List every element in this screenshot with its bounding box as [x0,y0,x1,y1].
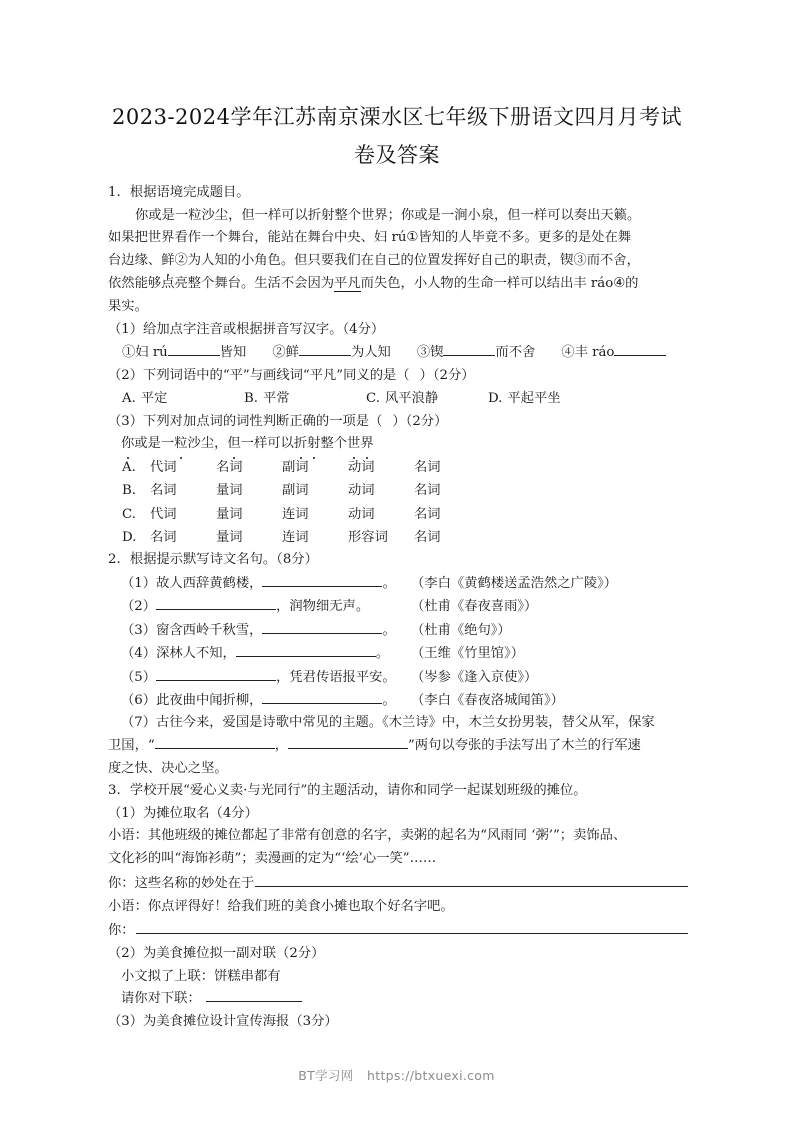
word-class-C-1: 代词 [150,506,177,522]
poem-row-6-after: 。 [382,693,396,709]
option-C[interactable] [366,387,488,410]
poem-row-7-line-1: （7）古往今来，爱国是诗歌中常见的主题。《木兰诗》中，木兰女扮男装，替父从军，保家 [121,715,655,731]
poem-row-7-line-2-b: ”两句以夸张的手法写出了木兰的行军速 [408,738,641,754]
word-class-A-4: 动词 [348,459,375,475]
pinyin-item-2-pre: ②鲜 [272,345,299,361]
word-class-row-C[interactable] [108,503,688,526]
poem-row-6-stem [121,689,411,712]
question-1-stem: 根据语境完成题目。 [129,185,250,200]
question-1-sub-2-options [108,387,688,410]
pinyin-item-3-post: 而不舍 [495,345,536,361]
poem-row-2-source: （杜甫《春夜喜雨》） [411,599,538,615]
page-title-line2: 卷及答案 [354,143,440,167]
poem-row-5-blank[interactable] [156,667,276,681]
option-A[interactable] [122,387,244,410]
poem-row-7-blank-1[interactable] [155,735,275,749]
question-3-number: 3. [108,783,121,799]
passage-line-2-a: 如果把世界看作一个舞台，能站在舞台中央、妇 rú [108,230,407,246]
option-B[interactable] [244,387,366,410]
poem-row-1-label: （1） [121,575,157,591]
page-title-line1: 2023-2024学年江苏南京溧水区七年级下册语文四月月考试 [112,105,682,129]
question-2-stem-line [108,549,688,572]
poem-row [108,666,688,689]
word-class-row-D[interactable] [108,526,688,549]
option-D-key: D. [488,391,503,407]
dotted-char-xian: 鲜 [161,250,174,273]
question-3 [108,780,688,1033]
question-1-sub-2-label-tail: ）（2分） [419,367,475,383]
poem-row-5-stem [121,666,411,689]
footer-watermark [0,1066,793,1084]
question-1-sub-3-label-text: （3）下列对加点词的词性判断正确的一项是（ [108,413,383,429]
word-class-row-B-key: B. [122,483,136,499]
word-class-C-3: 连词 [282,506,309,522]
word-class-D-1: 名词 [150,529,177,545]
word-class-A-1: 代词 [150,459,177,475]
pinyin-item-4 [561,341,666,364]
poem-row-5-after: ，凭君传语报平安。 [276,669,396,685]
poem-row-3-after: 。 [382,622,396,638]
poem-row [108,572,688,595]
couplet-lower-prompt-text: 请你对下联： [121,991,201,1007]
word-class-C-4: 动词 [348,506,375,522]
question-2-number: 2. [108,552,121,568]
question-1-stem-line [108,182,688,205]
poem-row-4-after: 。 [375,646,390,662]
passage-mark-3: ③ [573,253,587,269]
pinyin-item-2 [272,341,390,364]
poem-row-3-stem [121,619,411,642]
word-class-D-3: 连词 [282,529,309,545]
word-class-A-2: 名词 [216,459,243,475]
poem-row-7-comma: ， [274,738,288,754]
question-3-sub-1-label: （1）为摊位取名（4分） [108,805,258,821]
pinyin-item-3 [417,341,535,364]
question-1 [108,182,688,549]
word-class-C-5: 名词 [414,506,441,522]
poem-row-6-label: （6） [121,693,157,709]
poem-row-1-blank[interactable] [262,573,382,587]
word-class-B-2: 量词 [216,483,243,499]
poem-row-1-source: （李白《黄鹤楼送孟浩然之广陵》） [411,575,618,591]
dialogue-you-answer-blank-1[interactable] [255,873,688,887]
question-2 [108,549,688,780]
option-C-text: 风平浪静 [384,391,439,407]
question-3-stem-line [108,780,688,803]
passage-mark-1: ① [406,230,419,246]
poem-row-3-label: （3） [121,622,157,638]
word-class-row-B[interactable] [108,479,688,502]
poem-row [108,642,688,665]
poem-row-7-line-2 [108,735,688,758]
poem-row-2-label: （2） [121,599,157,615]
passage-line-3 [108,250,688,273]
poem-row-2-blank[interactable] [156,596,276,610]
dialogue-xiaoyu-line-3: 小语：你点评得好！给我们班的美食小摊也取个好名字吧。 [108,898,454,914]
passage-line-2-b: 皆知的人毕竟不多。更多的是处在舞 [418,230,632,246]
question-1-sub-2-label [108,365,688,388]
poem-row-1-after: 。 [382,575,396,591]
passage-line-4-c: 的 [625,275,639,291]
poem-row-4-before: 深林人不知， [156,646,236,662]
option-A-text: 平定 [140,391,168,407]
couplet-lower-prompt [108,988,688,1011]
word-class-B-3: 副词 [282,483,309,499]
poem-row-3-blank[interactable] [262,620,382,634]
passage-line-5: 果实。 [108,298,148,314]
passage-mark-2: ② [174,253,188,269]
poem-row-5-source: （岑参《逢入京使》） [411,669,538,685]
option-B-key: B. [244,391,258,407]
passage-line-3-a: 台边缘、 [108,253,162,269]
poem-row-5-label: （5） [121,669,157,685]
word-class-row-A-key: A. [122,459,136,475]
poem-row-1-stem [121,572,411,595]
pinyin-item-1-blank[interactable] [168,342,220,356]
poem-row-4-blank[interactable] [236,643,376,657]
poem-row-7-blank-2[interactable] [288,735,408,749]
dialogue-you-answer-blank-2[interactable] [136,920,688,934]
passage-line-2 [108,227,688,250]
passage-line-4-a: 依然能够点亮整个舞台。生活不会因为 [108,275,335,291]
poem-row-1-before: 故人西辞黄鹤楼， [156,575,263,591]
poem-row-3-before: 窗含西岭千秋雪， [156,622,263,638]
poem-row-2-after: ，润物细无声。 [276,599,370,615]
underlined-word-pingfan: 平凡 [334,275,361,291]
word-class-A-3: 副词 [282,459,309,475]
word-class-B-4: 动词 [348,483,375,499]
pinyin-item-1 [122,341,246,364]
poem-row-4-label: （4） [121,646,157,662]
option-D-text: 平起平坐 [507,391,561,407]
option-D[interactable] [488,387,610,410]
pinyin-item-3-pre: ③锲 [416,345,444,361]
poem-row [108,689,688,712]
pinyin-item-2-post: 为人知 [350,345,391,361]
dialogue-you-answer-1 [108,871,688,896]
passage-mark-4: ④ [613,275,626,291]
option-A-key: A. [122,391,136,407]
pinyin-item-1-pre: ①妇 rú [122,345,168,361]
poem-row-7-line-3: 度之快、决心之坚。 [108,760,228,776]
question-3-sub-2-label: （2）为美食摊位拟一副对联（2分） [108,946,325,962]
dialogue-xiaoyu-line-1: 小语：其他班级的摊位都起了非常有创意的名字，卖粥的起名为“风雨同 ‘粥’”；卖饰品、 [108,828,627,844]
word-class-B-5: 名词 [414,483,441,499]
word-class-B-1: 名词 [150,483,177,499]
pinyin-item-4-blank[interactable] [614,342,666,356]
question-1-sub-1-label: （1）给加点字注音或根据拼音写汉字。（4分） [108,321,385,337]
page-title [108,98,686,174]
dialogue-you-answer-2 [108,918,688,943]
dialogue-you-label-2: 你： [108,923,135,939]
question-3-stem: 学校开展“爱心义卖·与光同行”的主题活动，请你和同学一起谋划班级的摊位。 [129,783,587,799]
poem-row-4-source: （王维《竹里馆》） [411,646,525,662]
question-1-sub-3-label [108,411,688,434]
passage-line-1: 你或是一粒沙尘，但一样可以折射整个世界；你或是一涧小泉，但一样可以奏出天籁。 [135,207,641,223]
word-class-D-5: 名词 [414,529,441,545]
poem-row-2-stem [121,595,411,618]
question-1-number: 1. [108,185,121,200]
couplet-upper-line: 小文拟了上联：饼糕串都有 [121,968,281,984]
poem-row-4-stem [121,642,411,665]
pinyin-item-4-pre: ④丰 ráo [561,345,615,361]
dialogue-you-label-1: 你：这些名称的妙处在于 [108,875,255,891]
exam-content [108,182,688,1034]
couplet-lower-blank[interactable] [206,988,302,1002]
word-class-D-2: 量词 [216,529,243,545]
question-1-passage [108,205,688,319]
poem-row-6-source: （李白《春夜洛城闻笛》） [411,693,564,709]
question-3-sub-3-label: （3）为美食摊位设计宣传海报（3分） [108,1013,338,1029]
option-C-key: C. [366,391,380,407]
word-class-C-2: 量词 [216,506,243,522]
poem-row-6-before: 此夜曲中闻折柳， [156,693,263,709]
passage-line-4 [108,273,688,296]
question-1-sub-3-label-tail: ）（2分） [392,413,448,429]
passage-line-3-b: 为人知的小角色。但只要我们在自己的位置发挥好自己的职责，锲 [187,253,574,269]
option-B-text: 平常 [263,391,290,407]
word-class-A-5: 名词 [414,459,441,475]
poem-row [108,595,688,618]
footer-url: https://btxuexi.com [367,1068,495,1083]
word-class-row-D-key: D. [122,529,137,545]
poem-row-3-source: （杜甫《绝句》） [411,622,511,638]
question-2-stem: 根据提示默写诗文名句。（8分） [129,552,318,568]
footer-site-name: BT学习网 [298,1068,354,1083]
word-class-row-A[interactable] [108,456,688,479]
pinyin-item-3-blank[interactable] [443,342,495,356]
pinyin-item-2-blank[interactable] [299,342,351,356]
word-class-D-4: 形容词 [348,529,388,545]
pinyin-exercise-row [108,341,688,364]
poem-row-7-line-2-a: 卫国，“ [108,738,155,754]
word-class-row-C-key: C. [122,506,136,522]
poem-row-6-blank[interactable] [262,690,382,704]
dialogue-xiaoyu-line-2: 文化衫的叫“海饰衫萌”；卖漫画的定为“‘绘’心一笑”…… [108,850,437,866]
passage-line-3-c: 而不舍， [586,253,640,269]
pinyin-item-1-post: 皆知 [219,345,247,361]
poem-row [108,619,688,642]
question-1-sub-3-sentence: 你或是一粒沙尘，但一样可以折射整个世界 [108,433,688,456]
passage-line-4-b: 而失色，小人物的生命一样可以结出丰 ráo [360,275,614,291]
question-1-sub-2-label-text: （2）下列词语中的“平”与画线词“平凡”同义的是（ [108,367,410,383]
